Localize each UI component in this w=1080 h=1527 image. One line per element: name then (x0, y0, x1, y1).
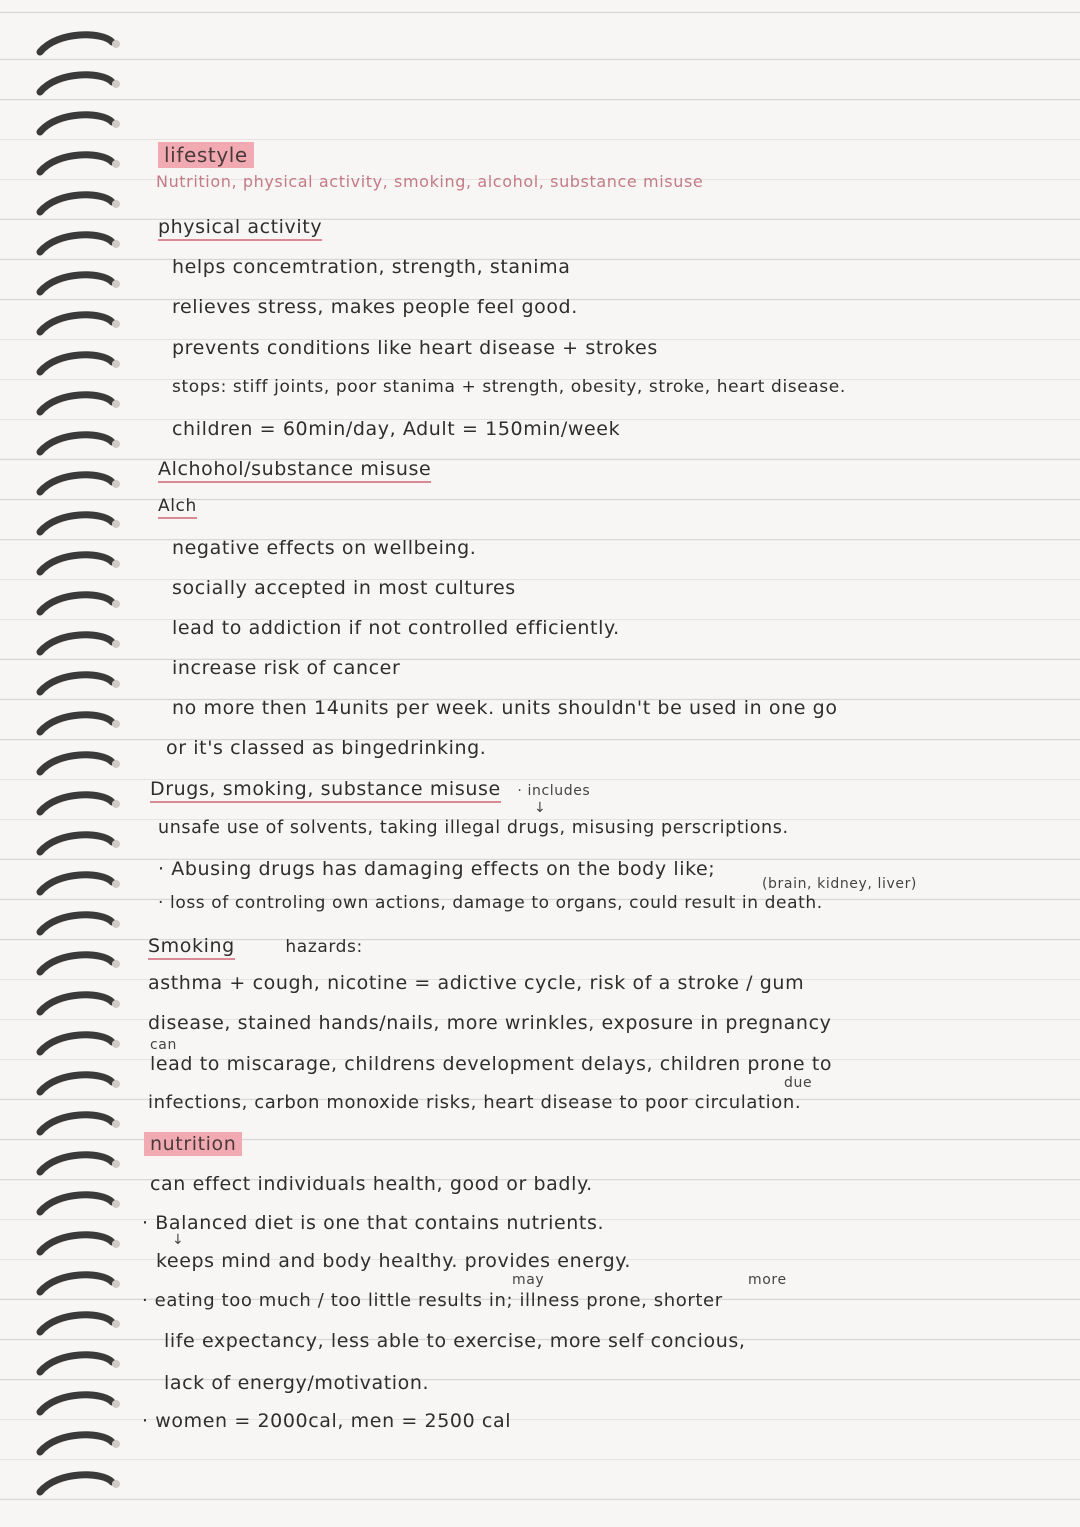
nutrition-line-4: · eating too much / too little results in; illness prone, shorter (142, 1290, 723, 1311)
drugs-organs-note: (brain, kidney, liver) (762, 876, 917, 892)
nutrition-note-may: may (512, 1272, 545, 1288)
nutrition-note-more: more (748, 1272, 787, 1288)
physical-activity-heading: physical activity (158, 216, 322, 238)
alc-point-2: socially accepted in most cultures (172, 577, 516, 599)
pa-point-1: helps concemtration, strength, stanima (172, 256, 571, 278)
drugs-line-2: · Abusing drugs has damaging effects on the body like; (158, 858, 716, 880)
nutrition-arrow: ↓ (172, 1232, 185, 1248)
includes-label: · includes (517, 783, 591, 799)
pa-point-4: stops: stiff joints, poor stanima + strength, obesity, stroke, heart disease. (172, 377, 846, 397)
pa-point-5: children = 60min/day, Adult = 150min/week (172, 418, 621, 440)
drugs-heading: Drugs, smoking, substance misuse · includes (150, 778, 590, 800)
title-heading: lifestyle (158, 143, 254, 167)
smoking-line-1: asthma + cough, nicotine = adictive cycle, risk of a stroke / gum (148, 972, 805, 994)
alc-point-6: or it's classed as bingedrinking. (166, 737, 487, 759)
alc-point-3: lead to addiction if not controlled efficiently. (172, 617, 620, 639)
nutrition-line-1: can effect individuals health, good or badly. (150, 1173, 593, 1195)
smoking-note-can: can (150, 1037, 177, 1053)
pa-point-2: relieves stress, makes people feel good. (172, 296, 578, 318)
smoking-line-3: lead to miscarage, childrens development delays, children prone to (150, 1053, 833, 1075)
alcohol-heading: Alchohol/substance misuse (158, 458, 431, 480)
alc-point-1: negative effects on wellbeing. (172, 537, 477, 559)
drugs-line-1: unsafe use of solvents, taking illegal drugs, misusing perscriptions. (158, 818, 789, 838)
nutrition-line-5: life expectancy, less able to exercise, more self concious, (164, 1330, 746, 1352)
nutrition-heading: nutrition (144, 1133, 242, 1155)
topics-line: Nutrition, physical activity, smoking, alcohol, substance misuse (156, 172, 704, 191)
alc-point-4: increase risk of cancer (172, 657, 401, 679)
smoking-note-due: due (784, 1075, 813, 1091)
smoking-line-2: disease, stained hands/nails, more wrinkles, exposure in pregnancy (148, 1012, 832, 1034)
alch-subheading: Alch (158, 496, 197, 516)
nutrition-line-6: lack of energy/motivation. (164, 1372, 430, 1394)
nutrition-line-3: keeps mind and body healthy. provides energy. (156, 1250, 632, 1272)
nutrition-line-7: · women = 2000cal, men = 2500 cal (142, 1410, 512, 1432)
smoking-heading: Smoking hazards: (148, 935, 363, 957)
nutrition-line-2: · Balanced diet is one that contains nutrients. (142, 1212, 605, 1234)
pa-point-3: prevents conditions like heart disease + strokes (172, 337, 658, 359)
smoking-line-4: infections, carbon monoxide risks, heart disease to poor circulation. (148, 1092, 802, 1113)
hazards-label: hazards: (285, 937, 363, 957)
alc-point-5: no more then 14units per week. units shouldn't be used in one go (172, 697, 838, 719)
drugs-line-3: · loss of controling own actions, damage to organs, could result in death. (158, 893, 823, 913)
drugs-arrow: ↓ (534, 800, 547, 816)
